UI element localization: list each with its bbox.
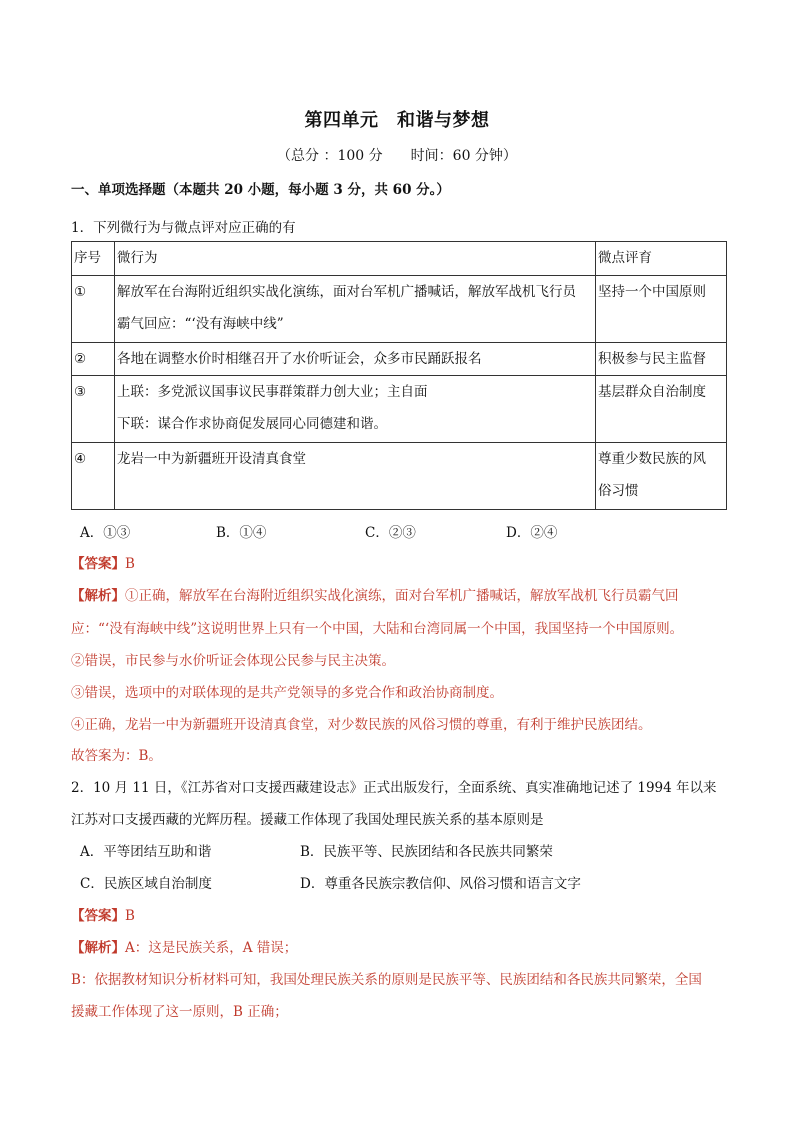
table-header-cell: 微行为: [115, 242, 596, 276]
q1-conclusion: 故答案为：B。: [71, 748, 162, 764]
q1-analysis-line: [71, 584, 679, 604]
table-cell-num: ③: [72, 376, 115, 443]
page-subtitle: （总分 ：100 分 时间：60 分钟）: [277, 148, 517, 164]
table-header-cell: 序号: [72, 242, 115, 276]
q1-analysis-line: ③错误，选项中的对联体现的是共产党领导的多党合作和政治协商制度。: [71, 685, 503, 701]
answer-value: B: [125, 908, 135, 924]
q2-analysis-line: 援藏工作体现了这一原则，B 正确；: [71, 1004, 288, 1020]
table-cell-comment: [596, 276, 727, 343]
answer-value: B: [125, 556, 135, 572]
section-heading: 一、单项选择题（本题共 20 小题，每小题 3 分，共 60 分。）: [71, 182, 450, 198]
table-cell-action: [115, 443, 596, 510]
table-row: [72, 376, 727, 443]
table-cell-num: ①: [72, 276, 115, 343]
q2-analysis-line: [71, 936, 297, 956]
table-cell-num: ②: [72, 343, 115, 376]
table-header-row: [72, 242, 727, 276]
action-line: 下联：谋合作求协商促发展同心同德建和谐。: [117, 416, 387, 432]
answer-tag: 【答案】: [71, 556, 125, 572]
page-title: 第四单元 和谐与梦想: [304, 110, 490, 131]
table-cell-action: [115, 376, 596, 443]
q2-option-b: B．民族平等、民族团结和各民族共同繁荣: [300, 844, 553, 860]
q1-option-d: D．②④: [506, 525, 558, 541]
analysis-tag: 【解析】: [71, 940, 125, 956]
comment-line: 坚持一个中国原则: [598, 284, 706, 300]
table-cell-comment: [596, 376, 727, 443]
table-row: [72, 443, 727, 510]
table-cell-num: ④: [72, 443, 115, 510]
action-line: 解放军在台海附近组织实战化演练，面对台军机广播喊话，解放军战机飞行员: [117, 284, 576, 300]
table-cell-comment: [596, 443, 727, 510]
analysis-text: A：这是民族关系，A 错误；: [125, 940, 298, 956]
table-cell-comment: [596, 343, 727, 376]
table-cell-action: [115, 343, 596, 376]
action-line: 上联：多党派议国事议民事群策群力创大业；主自面: [117, 384, 428, 400]
q1-answer: [71, 552, 135, 572]
answer-tag: 【答案】: [71, 908, 125, 924]
comment-line: 积极参与民主监督: [598, 351, 706, 367]
table-header-cell: 微点评育: [596, 242, 727, 276]
action-line: 龙岩一中为新疆班开设清真食堂: [117, 451, 306, 467]
analysis-tag: 【解析】: [71, 588, 125, 604]
comment-line: 基层群众自治制度: [598, 384, 706, 400]
question-2-stem: 江苏对口支援西藏的光辉历程。援藏工作体现了我国处理民族关系的基本原则是: [71, 812, 544, 828]
q1-option-b: B．①④: [216, 525, 267, 541]
q2-option-d: D．尊重各民族宗教信仰、风俗习惯和语言文字: [300, 876, 581, 892]
table-row: [72, 343, 727, 376]
q2-option-a: A．平等团结互助和谐: [80, 844, 212, 860]
q1-option-a: A．①③: [80, 525, 131, 541]
q1-analysis-line: 应：“‘没有海峡中线”这说明世界上只有一个中国，大陆和台湾同属一个中国，我国坚持一个中国原则。: [71, 621, 684, 637]
comment-line: 俗习惯: [598, 483, 639, 499]
comment-line: 尊重少数民族的风: [598, 451, 706, 467]
action-line: 霸气回应：“‘没有海峡中线”: [117, 316, 284, 332]
question-1-table: [71, 241, 727, 510]
question-2-stem: 2．10 月 11 日，《江苏省对口支援西藏建设志》正式出版发行，全面系统、真实准确地记述了 1994 年以来: [71, 780, 717, 796]
analysis-text: ①正确，解放军在台海附近组织实战化演练，面对台军机广播喊话，解放军战机飞行员霸气回: [125, 588, 679, 604]
action-line: 各地在调整水价时相继召开了水价听证会，众多市民踊跃报名: [117, 351, 482, 367]
q2-analysis-line: B：依据教材知识分析材料可知，我国处理民族关系的原则是民族平等、民族团结和各民族共同繁荣，全国: [71, 972, 702, 988]
q1-analysis-line: ②错误，市民参与水价听证会体现公民参与民主决策。: [71, 653, 395, 669]
q2-option-c: C．民族区域自治制度: [80, 876, 212, 892]
table-cell-action: [115, 276, 596, 343]
q2-answer: [71, 904, 135, 924]
question-1-stem: 1．下列微行为与微点评对应正确的有: [71, 220, 296, 236]
q1-option-c: C．②③: [365, 525, 416, 541]
table-row: [72, 276, 727, 343]
q1-analysis-line: ④正确，龙岩一中为新疆班开设清真食堂，对少数民族的风俗习惯的尊重，有利于维护民族团结。: [71, 717, 652, 733]
